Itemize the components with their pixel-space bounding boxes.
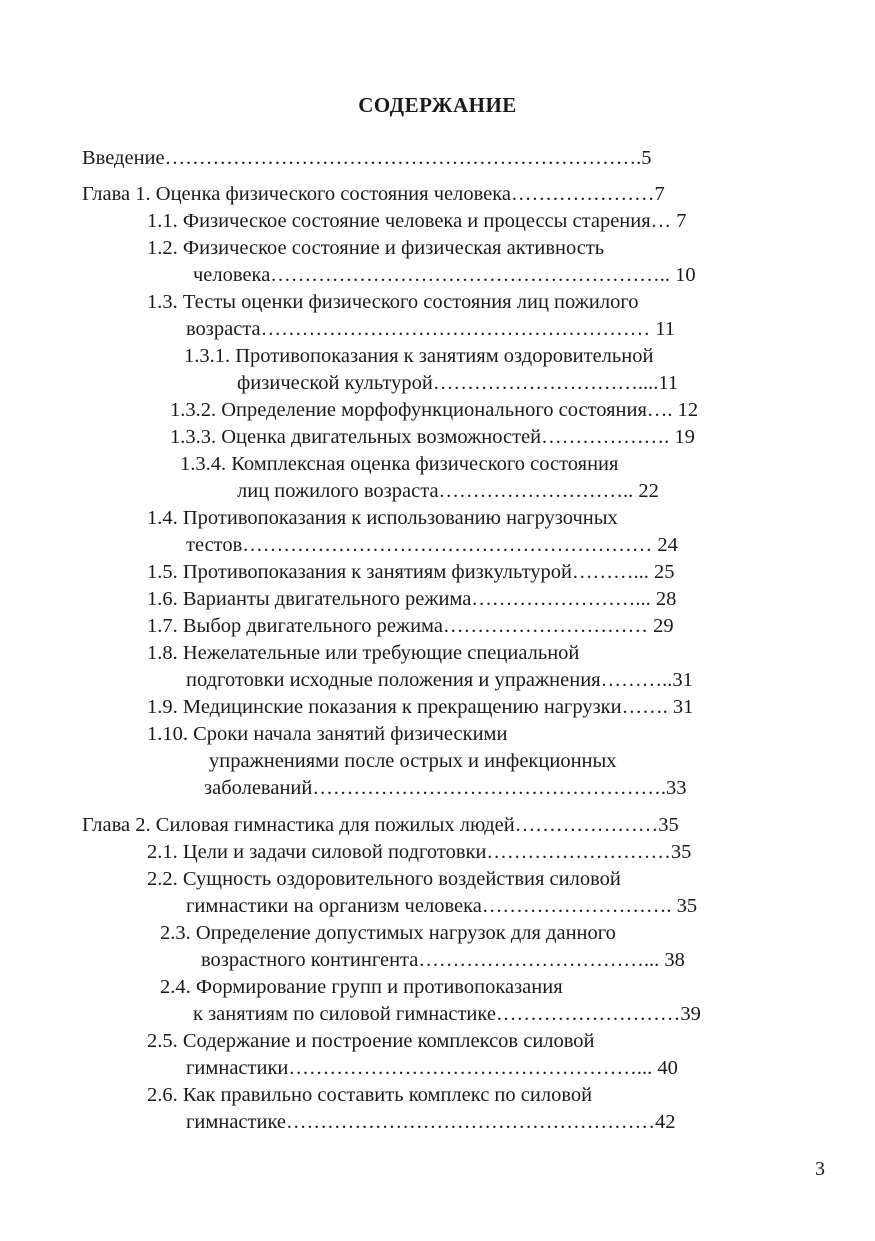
toc-line: 1.3.2. Определение морфофункционального состояния…. 12	[170, 399, 699, 421]
toc-line: 1.7. Выбор двигательного режима………………………… 29	[147, 615, 674, 637]
toc-line: 1.3. Тесты оценки физического состояния лиц пожилого	[147, 291, 639, 313]
toc-line: 1.6. Варианты двигательного режима……………………... 28	[147, 588, 677, 610]
toc-line: 1.5. Противопоказания к занятиям физкультурой………... 25	[147, 561, 675, 583]
toc-line: заболеваний…………………………………………….33	[204, 777, 687, 799]
toc-line: 2.6. Как правильно составить комплекс по силовой	[147, 1084, 593, 1106]
toc-line: 1.10. Сроки начала занятий физическими	[147, 723, 508, 745]
toc-line: 2.3. Определение допустимых нагрузок для данного	[160, 922, 616, 944]
toc-line: возраста………………………………………………… 11	[186, 318, 676, 340]
toc-line: Глава 2. Силовая гимнастика для пожилых людей…………………35	[82, 814, 679, 836]
toc-line: подготовки исходные положения и упражнения………..31	[186, 669, 693, 691]
toc-line: 2.5. Содержание и построение комплексов силовой	[147, 1030, 595, 1052]
toc-line: 2.1. Цели и задачи силовой подготовки………………………35	[147, 841, 692, 863]
toc-line: физической культурой…………………………....11	[237, 372, 679, 394]
toc-line: гимнастике………………………………………………42	[186, 1111, 676, 1133]
toc-line: гимнастики……………………………………………... 40	[186, 1057, 678, 1079]
toc-line: гимнастики на организм человека………………………. 35	[186, 895, 698, 917]
toc-line: 2.2. Сущность оздоровительного воздействия силовой	[147, 868, 621, 890]
toc-line: человека………………………………………………….. 10	[193, 264, 696, 286]
page-number: 3	[815, 1158, 825, 1180]
toc-line: 1.9. Медицинские показания к прекращению нагрузки……. 31	[147, 696, 694, 718]
toc-line: Глава 1. Оценка физического состояния человека…………………7	[82, 183, 665, 205]
toc-line: 1.3.1. Противопоказания к занятиям оздоровительной	[184, 345, 654, 367]
toc-line: упражнениями после острых и инфекционных	[209, 750, 617, 772]
toc-line: Введение…………………………………………………………….5	[82, 147, 652, 169]
toc-line: 1.3.4. Комплексная оценка физического состояния	[180, 453, 619, 475]
page-title: СОДЕРЖАНИЕ	[358, 93, 517, 117]
toc-line: 1.8. Нежелательные или требующие специальной	[147, 642, 580, 664]
toc-line: 2.4. Формирование групп и противопоказания	[160, 976, 563, 998]
toc-line: к занятиям по силовой гимнастике………………………39	[193, 1003, 701, 1025]
toc-line: 1.1. Физическое состояние человека и процессы старения… 7	[147, 210, 687, 232]
toc-line: тестов…………………………………………………… 24	[186, 534, 678, 556]
toc-line: лиц пожилого возраста……………………….. 22	[237, 480, 659, 502]
toc-line: 1.2. Физическое состояние и физическая активность	[147, 237, 605, 259]
toc-line: 1.3.3. Оценка двигательных возможностей………………. 19	[170, 426, 695, 448]
toc-line: 1.4. Противопоказания к использованию нагрузочных	[147, 507, 618, 529]
toc-line: возрастного контингента……………………………... 38	[201, 949, 685, 971]
